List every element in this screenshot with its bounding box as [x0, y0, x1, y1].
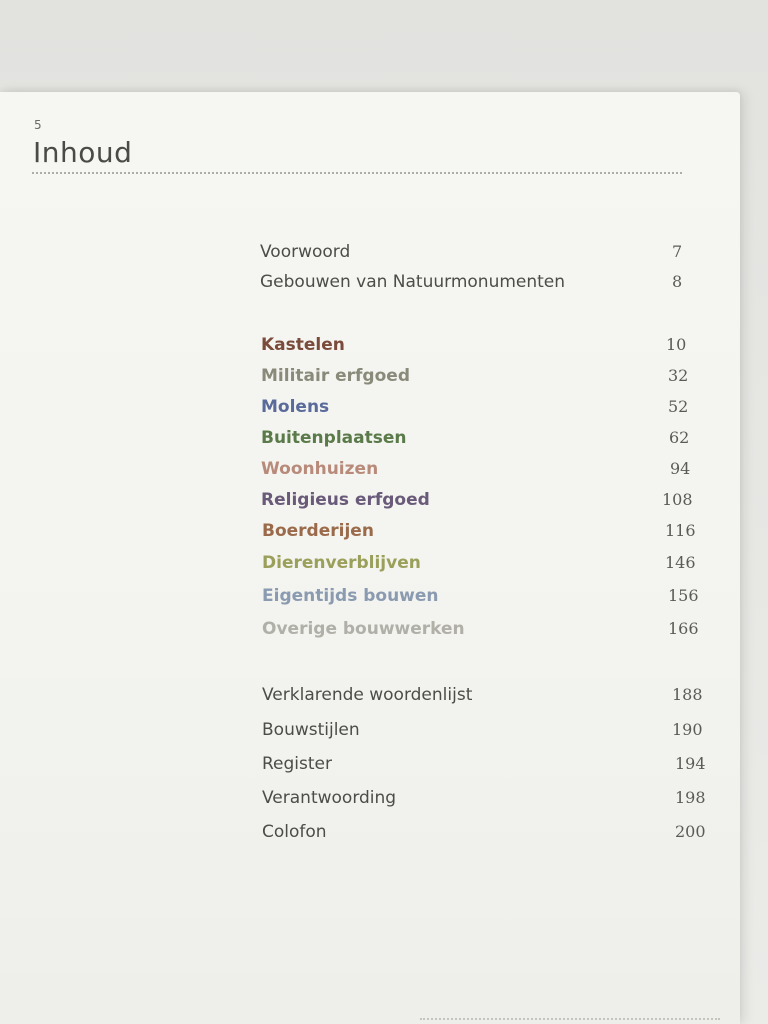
- chapter-page: 116: [665, 521, 696, 540]
- toc-label: Voorwoord: [260, 242, 351, 262]
- toc-entry-verantwoording: [0, 786, 768, 812]
- toc-entry-voorwoord: [0, 240, 768, 266]
- toc-label: Bouwstijlen: [262, 720, 360, 740]
- toc-entry-woordenlijst: [0, 683, 768, 709]
- toc-label: Register: [262, 754, 332, 774]
- page-title: Inhoud: [33, 136, 133, 169]
- chapter-label: Molens: [261, 397, 330, 417]
- chapter-label: Woonhuizen: [261, 459, 379, 479]
- toc-label: Verantwoording: [262, 788, 397, 808]
- chapter-label: Boerderijen: [262, 521, 374, 541]
- chapter-label: Eigentijds bouwen: [262, 586, 439, 606]
- chapter-page: 166: [668, 619, 699, 638]
- toc-chapter-militair-erfgoed: [0, 364, 768, 390]
- toc-chapter-dierenverblijven: [0, 551, 768, 577]
- toc-entry-colofon: [0, 820, 768, 846]
- toc-page: 8: [672, 272, 683, 291]
- chapter-page: 52: [668, 397, 689, 416]
- toc-page: 198: [675, 788, 706, 807]
- toc-page: 194: [675, 754, 706, 773]
- toc-chapter-molens: [0, 395, 768, 421]
- chapter-page: 108: [662, 490, 693, 509]
- bottom-dotted-edge: [420, 1018, 720, 1020]
- toc-label: Verklarende woordenlijst: [262, 685, 473, 705]
- chapter-page: 10: [666, 335, 687, 354]
- toc-page: 190: [672, 720, 703, 739]
- chapter-label: Militair erfgoed: [261, 366, 410, 386]
- chapter-page: 146: [665, 553, 696, 572]
- toc-entry-gebouwen: [0, 270, 768, 296]
- toc-chapter-boerderijen: [0, 519, 768, 545]
- toc-entry-register: [0, 752, 768, 778]
- toc-page: 200: [675, 822, 706, 841]
- toc-page: 188: [672, 685, 703, 704]
- toc-chapter-eigentijds-bouwen: [0, 584, 768, 610]
- chapter-label: Overige bouwwerken: [262, 619, 465, 639]
- toc-chapter-buitenplaatsen: [0, 426, 768, 452]
- toc-entry-bouwstijlen: [0, 718, 768, 744]
- chapter-page: 156: [668, 586, 699, 605]
- chapter-label: Kastelen: [261, 335, 345, 355]
- page-number: 5: [34, 118, 42, 132]
- chapter-page: 94: [670, 459, 691, 478]
- toc-chapter-religieus-erfgoed: [0, 488, 768, 514]
- toc-chapter-kastelen: [0, 333, 768, 359]
- chapter-label: Dierenverblijven: [262, 553, 421, 573]
- dotted-divider: [32, 172, 682, 174]
- toc-label: Colofon: [262, 822, 327, 842]
- chapter-page: 32: [668, 366, 689, 385]
- toc-chapter-overige-bouwwerken: [0, 617, 768, 643]
- toc-label: Gebouwen van Natuurmonumenten: [260, 272, 566, 292]
- chapter-label: Religieus erfgoed: [261, 490, 430, 510]
- chapter-label: Buitenplaatsen: [261, 428, 407, 448]
- chapter-page: 62: [669, 428, 690, 447]
- toc-page: 7: [672, 242, 683, 261]
- toc-chapter-woonhuizen: [0, 457, 768, 483]
